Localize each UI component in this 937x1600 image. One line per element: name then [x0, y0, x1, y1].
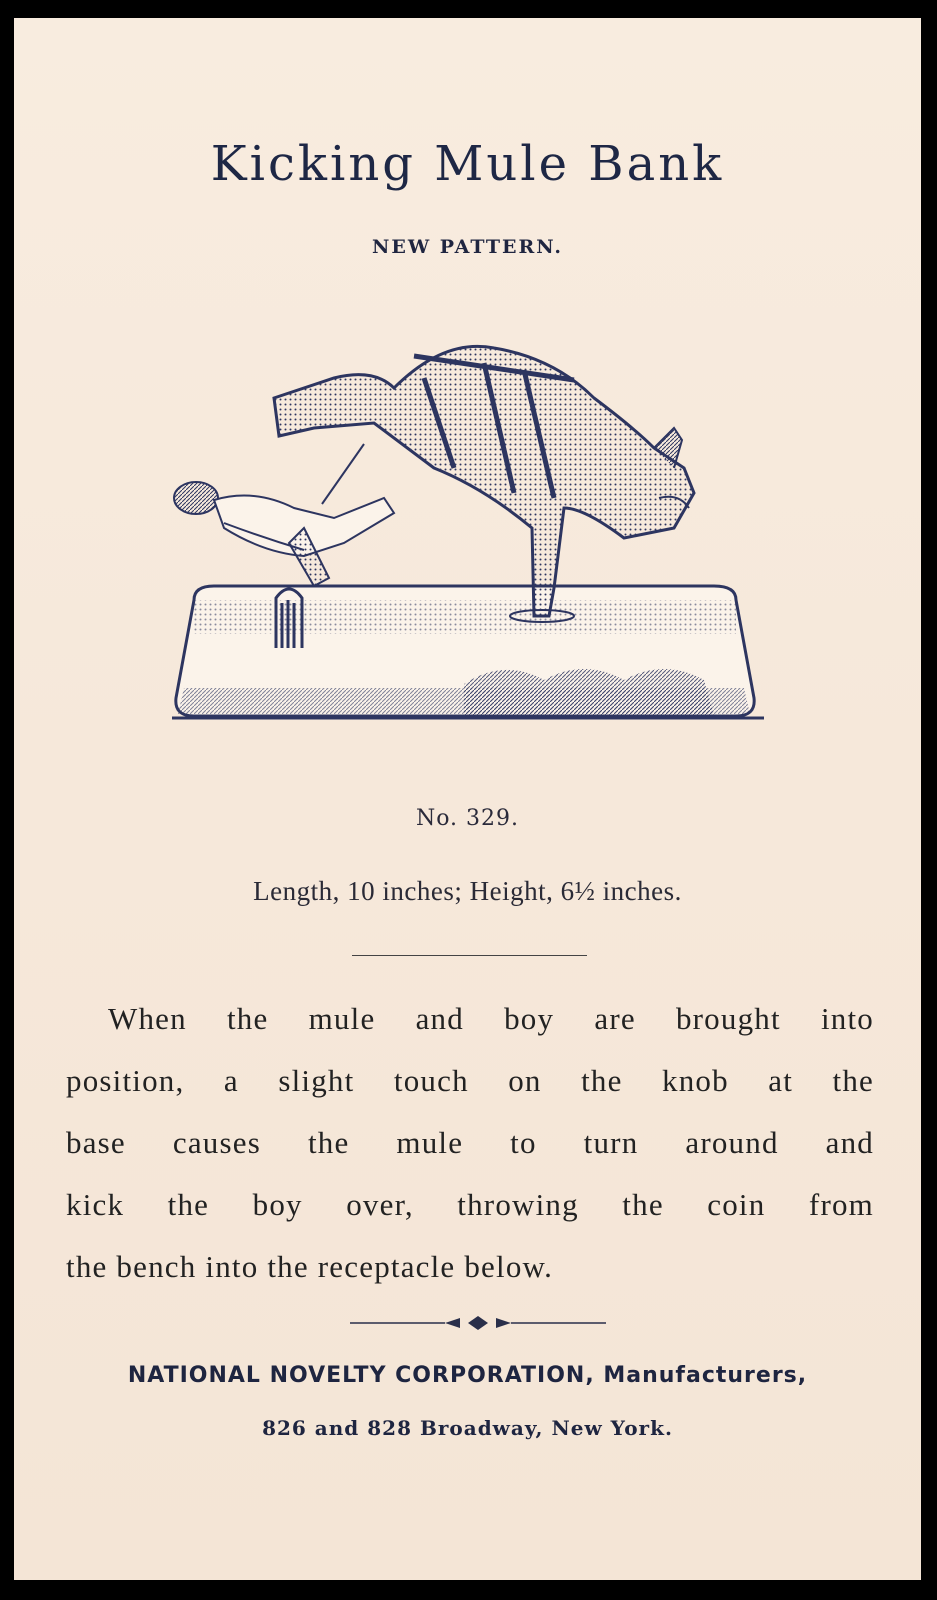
mule-bank-illustration	[154, 318, 794, 758]
boy-figure	[174, 444, 394, 586]
bank-base	[172, 586, 764, 718]
address-line: 826 and 828 Broadway, New York.	[262, 1416, 673, 1440]
dimensions-text: Length, 10 inches; Height, 6½ inches.	[253, 876, 682, 906]
description-line: kick the boy over, throwing the coin from	[66, 1187, 874, 1222]
description-line: base causes the mule to turn around and	[66, 1125, 874, 1160]
description-line: When the mule and boy are brought into	[108, 1001, 874, 1036]
card-subtitle: NEW PATTERN.	[371, 236, 564, 258]
card-title: Kicking Mule Bank	[210, 136, 725, 192]
description-line: position, a slight touch on the knob at the	[66, 1063, 874, 1098]
description-paragraph	[66, 988, 874, 1298]
model-number: No. 329.	[415, 806, 520, 831]
description-line: the bench into the receptacle below.	[66, 1249, 554, 1284]
ornament-divider	[350, 1314, 606, 1332]
divider-rule	[352, 955, 587, 956]
trade-card	[14, 18, 921, 1580]
manufacturer-line: NATIONAL NOVELTY CORPORATION, Manufacturers,	[127, 1363, 808, 1388]
